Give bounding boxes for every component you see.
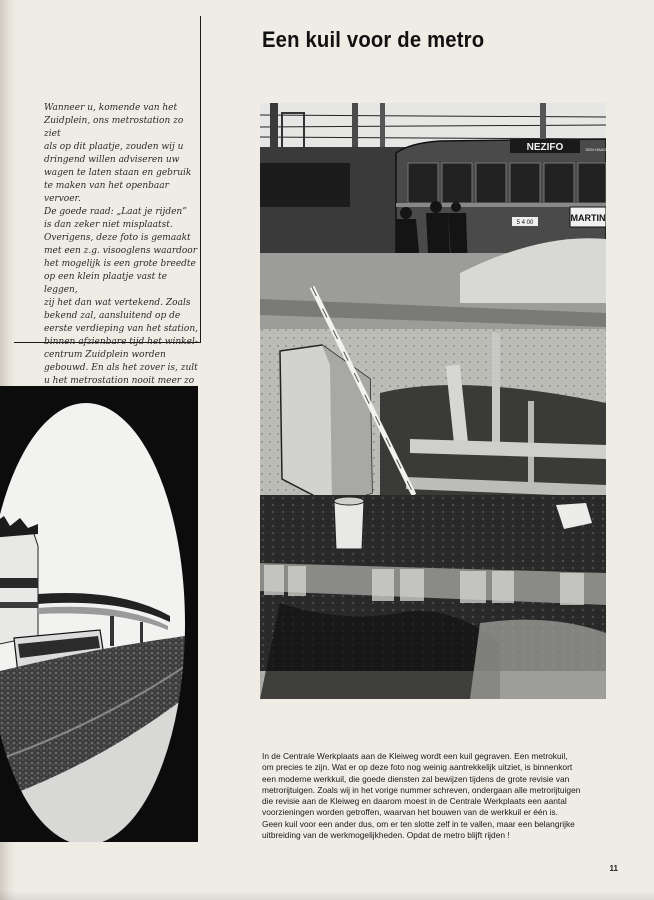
main-photo-image [260, 103, 606, 699]
fisheye-photo [0, 386, 198, 842]
tram-sign-small-text: DEN HAAG [585, 147, 606, 152]
tram-number: 5 4 00 [516, 220, 534, 226]
page-number: 11 [609, 864, 618, 873]
advertisement-sign: MARTIN [570, 213, 606, 223]
page-bottom-shadow [0, 890, 654, 900]
intro-paragraph: Wanneer u, komende van het Zuidplein, ons metrostation zo ziet als op dit plaatje, zouden wij u dringend willen adviseren uw wagen te laten staan en gebruik te maken van het openbaar vervoer. De goede raad: „Laat je rijden” is dan zeker niet misplaatst. Overigens, deze foto is gemaakt met een z.g. visooglens waardoor het mogelijk is een grote breedte op een klein plaatje vast te leggen, zij het dan wat vertekend. Zoals bekend zal, aansluitend op de eerste verdieping van het station, binnen afzienbare tijd het winkel- centrum Zuidplein worden gebouwd. En als het zover is, zult u het metrostation nooit meer zo [44, 103, 198, 386]
tram-destination-sign: NEZIFO [526, 142, 564, 153]
photo-caption: In de Centrale Werkplaats aan de Kleiweg wordt een kuil gegraven. Een metrokuil, om precies te zijn. Wat er op deze foto nog weinig aantrekkelijk uitziet, is binnenkort een moderne werkkuil, die goede diensten zal bewijzen tijdens de grote revisie van metrorijtuigen. Zoals wij in het vorige nummer schreven, ondergaan alle metrorijtuigen die revisie aan de Kleiweg en daarom moest in de Centrale Werkplaats een aantal voorzieningen worden getroffen, waarvan het bouwen van de werkkuil er één is. Geen kuil voor een ander dus, om er ten slotte zelf in te vallen, maar een belangrijke uitbreiding van de werkmogelijkheden. Opdat de metro blijft rijden ! [262, 751, 581, 841]
main-photo [260, 103, 606, 699]
page-title: Een kuil voor de metro [262, 26, 485, 52]
fisheye-photo-image [0, 386, 198, 842]
